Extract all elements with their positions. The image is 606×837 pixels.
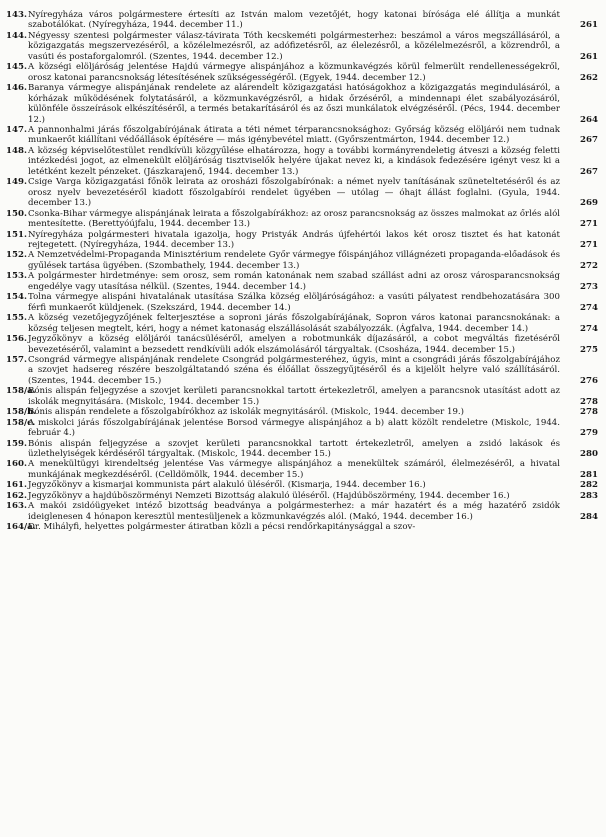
entry-number: 158/b. — [6, 407, 37, 418]
entry-text: Baranya vármegye alispánjának rendelete az alárendelt közigazgatási hatóságokhoz a közigazgatás megindulásáról, a kórházak működésének folytatásáról, a közmunkavégzésről, a hidak őrzéséről, a mindennapi élet szabályozásáról, különféle összeírások elkészítéséről, a termés betakarításáról és az őszi munkálatok elvégzéséről. (Pécs, 1944. december 12.) — [28, 83, 560, 125]
entry-number: 149. — [6, 177, 27, 188]
toc-entry — [6, 146, 598, 177]
entry-page-number: 283 — [580, 490, 598, 501]
entry-page-number: 278 — [580, 396, 598, 407]
entry-text: A makói zsidóügyeket intéző bizottság beadványa a polgármesterhez: a már hazatért és a még hazatérő zsidók ideiglenesen 4 hónapon keresztül mentesüljenek a közmunkavégzés alól. (Makó, 1944. december 16.) — [28, 501, 560, 522]
entry-text: A polgármester hirdetménye: sem orosz, sem román katonának nem szabad szállást adni az orosz városparancsnokság engedélye vagy utasítása nélkül. (Szentes, 1944. december 14.) — [28, 271, 560, 292]
entry-page-number: 284 — [580, 511, 598, 522]
entry-number: 155. — [6, 313, 27, 324]
entry-text: Tolna vármegye alispáni hivatalának utasítása Szálka község elöljáróságához: a vasúti pályatest rendbehozatására 300 férfi munkaerőt küldjenek. (Szekszárd, 1944. december 14.) — [28, 292, 560, 313]
entry-number: 153. — [6, 271, 27, 282]
toc-entry — [6, 439, 598, 460]
entry-number: 161. — [6, 480, 27, 491]
toc-entry — [6, 250, 598, 271]
entry-text: A miskolci járás főszolgabírájának jelentése Borsod vármegye alispánjához a b) alatt közölt rendeletre (Miskolc, 1944. február 4.) — [28, 417, 560, 439]
entry-text: A menekültügyi kirendeltség jelentése Vas vármegye alispánjához a menekültek számáról, élelmezéséről, a hivatal munkájának megkezdéséről. (Celldömölk, 1944. december 15.) — [28, 459, 560, 480]
toc-entry — [6, 418, 598, 439]
toc-entry — [6, 334, 598, 355]
entry-text: A pannonhalmi járás főszolgabírójának átirata a téti német térparancsnoksághoz: Győrság község elöljárói nem tudnak munkaerőt kiállítani védőállások építésére — más igénybevétel miatt. (Győrszentmárton, 1944. december 12.) — [28, 124, 560, 146]
entry-page-number: 272 — [580, 260, 598, 271]
entry-number: 162. — [6, 490, 27, 501]
entry-page-number: 267 — [580, 135, 598, 146]
entry-page-number: 282 — [580, 480, 598, 491]
toc-entry — [6, 355, 598, 386]
entry-number: 163. — [6, 501, 27, 512]
toc-entry — [6, 230, 598, 251]
entry-text: Bónis alispán feljegyzése a szovjet kerületi parancsnokkal tartott értekezletről, amelyen a zsidó lakások és üzlethelyiségek kérdéséről tárgyaltak. (Miskolc, 1944. december 15.) — [28, 438, 560, 460]
entry-text: Jegyzőkönyv a hajdúböszörményi Nemzeti Bizottság alakuló üléséről. (Hajdúböszörmény, 1944. december 16.) — [28, 490, 510, 501]
entry-page-number: 273 — [580, 281, 598, 292]
toc-entry — [6, 10, 598, 31]
entry-text: Dr. Mihályfi, helyettes polgármester átiratban közli a pécsi rendőrkapitánysággal a szov- — [28, 522, 416, 533]
entry-page-number: 281 — [580, 469, 598, 480]
entry-page-number: 279 — [580, 428, 598, 439]
entry-page-number: 278 — [580, 407, 598, 418]
entry-number: 158/a. — [6, 386, 36, 397]
entry-page-number: 274 — [580, 323, 598, 334]
toc-entry — [6, 522, 598, 532]
entry-page-number: 261 — [580, 20, 598, 31]
entry-page-number: 271 — [580, 239, 598, 250]
entry-number: 143. — [6, 10, 27, 20]
entry-number: 148. — [6, 145, 27, 156]
entry-number: 146. — [6, 83, 27, 94]
entry-text: Csige Varga közigazgatási főnök leirata az orosházi főszolgabírónak: a német nyelv tanításának szüneteltetéséről és az orosz nyelv bevezetéséről kiadott főszolgabírói rendelet ügyében — utólag — óhajt állást foglalni. (Gyula, 1944. december 13.) — [28, 177, 560, 209]
toc-entry — [6, 62, 598, 83]
entry-number: 164/a. — [6, 522, 36, 533]
entry-page-number: 271 — [580, 219, 598, 230]
toc-entry — [6, 480, 598, 490]
entry-number: 144. — [6, 30, 27, 41]
entry-page-number: 264 — [580, 114, 598, 125]
entry-text: Csongrád vármegye alispánjának rendelete Csongrád polgármesteréhez, úgyis, mint a csongrádi járás főszolgabírájához a szovjet hadsereg részére beszolgáltatandó széna és élőállat összegyűjtéséről és a kijelölt helyre való szállításáról. (Szentes, 1944. december 15.) — [28, 354, 560, 386]
toc-entry — [6, 177, 598, 208]
toc-entry — [6, 386, 598, 407]
entry-number: 154. — [6, 292, 27, 303]
entry-text: A község vezetőjegyzőjének felterjesztése a soproni járás főszolgabírájának, Sopron város katonai parancsnokának: a község teljesen megtelt, kéri, hogy a német katonaság elszállásolását szabályozzák. (Ágfalva, 1944. december 14.) — [28, 313, 560, 334]
entry-text: Bónis alispán feljegyzése a szovjet kerületi parancsnokkal tartott értekezletről, amelyen a parancsnok utasítást adott az iskolák megnyitására. (Miskolc, 1944. december 15.) — [28, 386, 560, 407]
entry-page-number: 280 — [580, 449, 598, 460]
entry-text: Jegyzőkönyv a község elöljárói tanácsüléséről, amelyen a robotmunkák díjazásáról, a cobot megváltás fizetéséről bevezetéséről, valamint a bezsedett rendkívüli adók elszámolásáról tárgyaltak. (Csosháza, 1944. december 15.) — [28, 334, 560, 355]
entry-page-number: 261 — [580, 51, 598, 62]
toc-entry — [6, 313, 598, 334]
entry-text: Nyíregyháza polgármesteri hivatala igazolja, hogy Pristyák András újfehértói lakos két orosz tisztet és hat katonát rejtegetett. (Nyíregyháza, 1944. december 13.) — [28, 229, 560, 250]
toc-entry — [6, 271, 598, 292]
entry-number: 150. — [6, 208, 27, 219]
entry-text: A községi elöljáróság jelentése Hajdú vármegye alispánjához a közmunkavégzés körül felmerült rendellenességekről, orosz katonai parancsnokság létesítésének szükségességéről. (Egyek, 1944. december 12.) — [28, 62, 560, 83]
entry-number: 147. — [6, 124, 27, 135]
entry-text: Négyessy szentesi polgármester válasz-távirata Tóth kecskeméti polgármesterhez: beszámol a város megszállásáról, a közigazgatás megszervezéséről, a közélelmezésről, az adófizetésről, az élelezésről, a közélelmezésről, a közrendről, a vasúti és postaforgalomról. (Szentes, 1944. december 12.) — [28, 30, 560, 62]
toc-entry — [6, 292, 598, 313]
toc-entry — [6, 491, 598, 501]
entry-number: 156. — [6, 334, 27, 345]
entry-number: 159. — [6, 438, 27, 449]
entry-text: A Nemzetvédelmi-Propaganda Minisztérium rendelete Győr vármegye főispánjához villágnézeti propaganda-előadások és gyűlések tartása ügyében. (Szombathely, 1944. december 13.) — [28, 250, 560, 271]
entry-number: 151. — [6, 229, 27, 240]
entry-text: A község képviselőtestület rendkívüli közgyűlése elhatározza, hogy a további kormányrendeletig átveszi a község feletti intézkedési jogot, az elmenekült elöljáróság tisztviselők helyére újakat nevez ki, a kindások fedezésére igényt vesz ki a letétként kezelt pénzeket. (Jászkarajenő, 1944. december 13.) — [28, 145, 560, 177]
entry-number: 152. — [6, 250, 27, 261]
entry-page-number: 262 — [580, 72, 598, 83]
entry-number: 158/c. — [6, 417, 36, 428]
entry-number: 160. — [6, 459, 27, 470]
toc-entry — [6, 501, 598, 522]
entry-text: Bónis alispán rendelete a főszolgabírókhoz az iskolák megnyitásáról. (Miskolc, 1944. december 19.) — [28, 407, 465, 418]
toc-entry — [6, 125, 598, 146]
entry-page-number: 267 — [580, 166, 598, 177]
entry-page-number: 275 — [580, 344, 598, 355]
entry-page-number: 276 — [580, 375, 598, 386]
entry-text: Csonka-Bihar vármegye alispánjának leirata a főszolgabírákhoz: az orosz parancsnokság az összes malmokat az őrlés alól mentesítette. (Berettyóújfalu, 1944. december 13.) — [28, 208, 560, 230]
toc-entry — [6, 407, 598, 417]
entry-page-number: 274 — [580, 302, 598, 313]
entry-text: Jegyzőkönyv a kismarjai kommunista párt alakuló üléséről. (Kismarja, 1944. december 16.) — [28, 480, 426, 491]
toc-entry — [6, 459, 598, 480]
entry-text: Nyíregyháza város polgármestere értesíti az István malom vezetőjét, hogy katonai bírósága elé állítja a munkát szabotálókat. (Nyíregyháza, 1944. december 11.) — [28, 10, 560, 31]
entry-number: 145. — [6, 62, 27, 73]
entry-number: 157. — [6, 354, 27, 365]
toc-entry — [6, 31, 598, 62]
toc-entry — [6, 83, 598, 125]
entry-page-number: 269 — [580, 198, 598, 209]
toc-entry — [6, 209, 598, 230]
